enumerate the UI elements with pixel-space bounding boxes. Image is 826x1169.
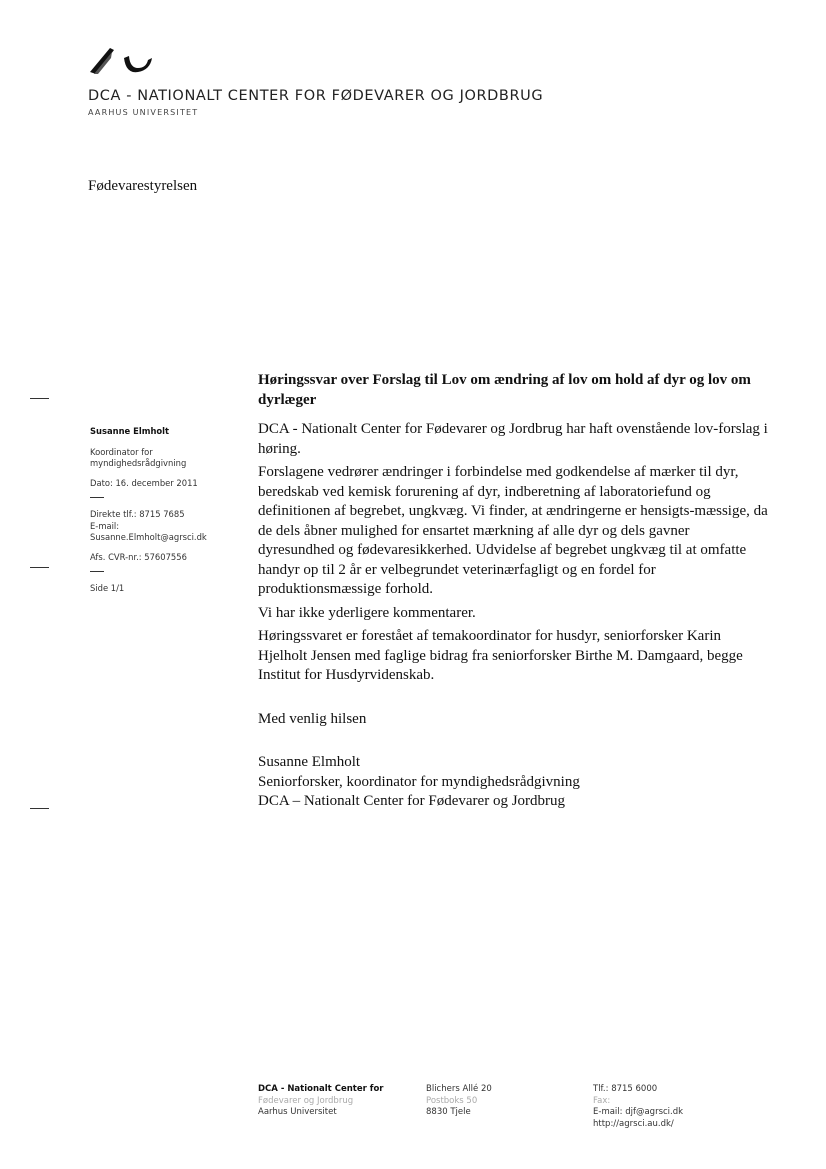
organization-subtitle: AARHUS UNIVERSITET bbox=[88, 108, 199, 117]
fold-mark bbox=[30, 567, 49, 568]
letter-body bbox=[258, 420, 768, 812]
signature-block bbox=[258, 753, 768, 812]
footer-phone: Tlf.: 8715 6000 bbox=[593, 1084, 658, 1094]
footer-organization bbox=[258, 1084, 383, 1119]
footer-org-line: DCA - Nationalt Center for bbox=[258, 1084, 384, 1094]
cvr-number: Afs. CVR-nr.: 57607556 bbox=[90, 551, 187, 562]
closing: Med venlig hilsen bbox=[258, 710, 367, 727]
footer-org-line: Fødevarer og Jordbrug bbox=[258, 1095, 354, 1106]
footer-org-line: Aarhus Universitet bbox=[258, 1107, 337, 1117]
footer-address-line: Postboks 50 bbox=[426, 1095, 478, 1106]
footer-address bbox=[426, 1084, 492, 1119]
footer-address-line: Blichers Allé 20 bbox=[426, 1084, 492, 1094]
footer-contact bbox=[593, 1084, 683, 1130]
signature-organization: DCA – Nationalt Center for Fødevarer og Jordbrug bbox=[258, 793, 566, 809]
letter-subject: Høringssvar over Forslag til Lov om ændring af lov om hold af dyr og lov om dyrlæger bbox=[258, 372, 751, 408]
sender-phone: Direkte tlf.: 8715 7685 bbox=[90, 509, 185, 519]
sender-sidebar bbox=[90, 426, 250, 595]
recipient: Fødevarestyrelsen bbox=[88, 178, 198, 194]
signature-name: Susanne Elmholt bbox=[258, 754, 361, 770]
footer-fax: Fax: bbox=[593, 1095, 611, 1106]
fold-mark bbox=[30, 398, 49, 399]
sender-role: Koordinator for myndighedsrådgivning bbox=[90, 446, 187, 468]
body-paragraph: Forslagene vedrører ændringer i forbindelse med godkendelse af mærker til dyr, beredskab ved kemisk forurening af dyr, indberetning af laboratoriefund og definitionen af begrebet, ungkvæg. Vi finder, at ændringerne er hensigts-mæssige, da de dels åbner mulighed for ensartet mærkning af alle dyr og dels gavner dyresundhed og fødevaresikkerhed. Udvidelse af begrebet ungkvæg til at omfatte handyr op til 2 år er velbegrundet veterinærfagligt og en fordel for produktionsmæssige forhold. bbox=[258, 464, 768, 597]
footer-address-line: 8830 Tjele bbox=[426, 1107, 471, 1117]
fold-mark bbox=[30, 808, 49, 809]
page-number: Side 1/1 bbox=[90, 583, 125, 593]
body-paragraph: DCA - Nationalt Center for Fødevarer og Jordbrug har haft ovenstående lov-forslag i høring. bbox=[258, 421, 768, 457]
footer-email[interactable]: E-mail: djf@agrsci.dk bbox=[593, 1107, 684, 1117]
organization-name: DCA - NATIONALT CENTER FOR FØDEVARER OG JORDBRUG bbox=[88, 88, 544, 104]
au-logo-icon bbox=[88, 44, 160, 76]
body-paragraph: Vi har ikke yderligere kommentarer. bbox=[258, 604, 476, 621]
letter-date: Dato: 16. december 2011 bbox=[90, 477, 198, 488]
sender-email: Susanne.Elmholt@agrsci.dk bbox=[90, 532, 207, 542]
divider bbox=[90, 497, 104, 498]
footer-website[interactable]: http://agrsci.au.dk/ bbox=[593, 1118, 674, 1129]
divider bbox=[90, 571, 104, 572]
signature-title: Seniorforsker, koordinator for myndighedsrådgivning bbox=[258, 773, 580, 790]
body-paragraph: Høringssvaret er forestået af temakoordinator for husdyr, seniorforsker Karin Hjelholt Jensen med faglige bidrag fra seniorforsker Birthe M. Damgaard, begge Institut for Husdyrvidenskab. bbox=[258, 628, 743, 683]
sender-name: Susanne Elmholt bbox=[90, 426, 170, 436]
sender-email-label: E-mail: bbox=[90, 520, 120, 531]
